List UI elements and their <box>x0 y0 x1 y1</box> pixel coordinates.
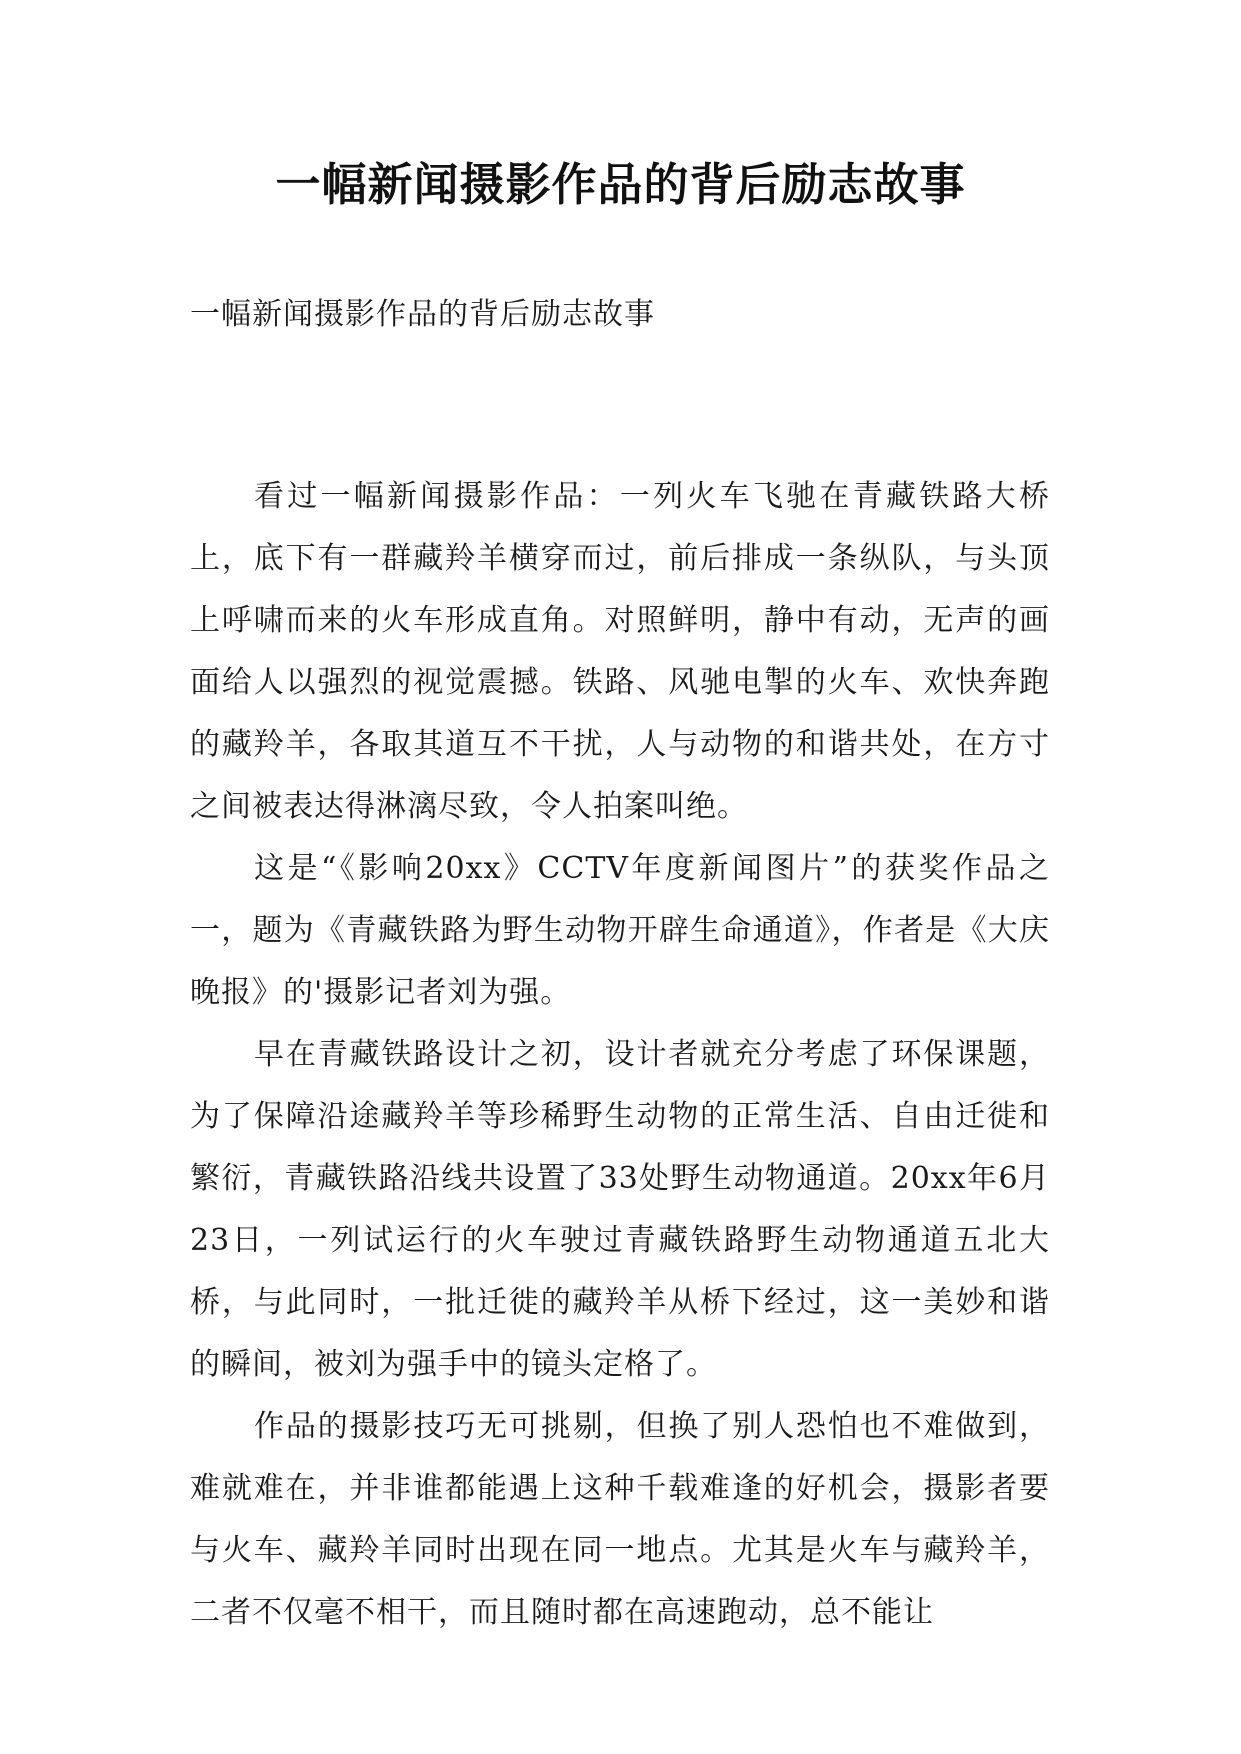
document-body <box>190 466 1050 1644</box>
paragraph: 看过一幅新闻摄影作品：一列火车飞驰在青藏铁路大桥上，底下有一群藏羚羊横穿而过，前后排成一条纵队，与头顶上呼啸而来的火车形成直角。对照鲜明，静中有动，无声的画面给人以强烈的视觉震撼。铁路、风驰电掣的火车、欢快奔跑的藏羚羊，各取其道互不干扰，人与动物的和谐共处，在方寸之间被表达得淋漓尽致，令人拍案叫绝。 <box>190 479 1050 824</box>
document-subtitle: 一幅新闻摄影作品的背后励志故事 <box>190 297 655 332</box>
paragraph: 作品的摄影技巧无可挑剔，但换了别人恐怕也不难做到，难就难在，并非谁都能遇上这种千载难逢的好机会，摄影者要与火车、藏羚羊同时出现在同一地点。尤其是火车与藏羚羊，二者不仅毫不相干，而且随时都在高速跑动，总不能让 <box>190 1409 1050 1630</box>
paragraph: 这是“《影响20xx》CCTV年度新闻图片”的获奖作品之一，题为《青藏铁路为野生动物开辟生命通道》，作者是《大庆晚报》的'摄影记者刘为强。 <box>190 851 1050 1010</box>
paragraph: 早在青藏铁路设计之初，设计者就充分考虑了环保课题，为了保障沿途藏羚羊等珍稀野生动物的正常生活、自由迁徙和繁衍，青藏铁路沿线共设置了33处野生动物通道。20xx年6月23日，一列试运行的火车驶过青藏铁路野生动物通道五北大桥，与此同时，一批迁徙的藏羚羊从桥下经过，这一美妙和谐的瞬间，被刘为强手中的镜头定格了。 <box>190 1037 1050 1382</box>
page-title: 一幅新闻摄影作品的背后励志故事 <box>275 158 966 211</box>
